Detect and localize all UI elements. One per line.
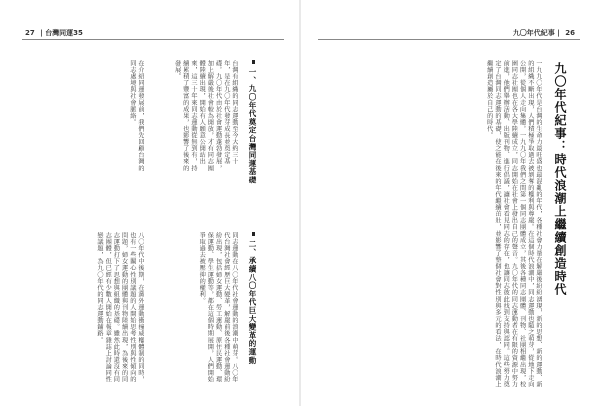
section-body-bottom-2: 八〇年代中後期，在黨外運動衝撞威權體制的同時，也有一些關心性別議題的人開始思考性別與性傾向的問題，婦女運動的團體與刊物陸續出現，為後來的同志運動打下了思想與組織的基礎。雖然此時還沒有同志團體，但已經有少數人開始在報章雜誌上討論同性戀議題，為九〇年代的同志運動鋪路。 — [95, 232, 144, 383]
section-marker-bottom — [252, 232, 255, 236]
right-page — [300, 0, 600, 406]
running-title-marker: | — [557, 29, 560, 37]
section-marker-top — [252, 60, 255, 64]
section-body-bottom: 同志運動在八〇年代社會運動的浪潮中萌芽。八〇年代台灣社會經歷巨大變革，解嚴前後各種社會運動紛紛出現，包括婦女運動、勞工運動、原住民運動、環保運動、學生運動等，都在這個時期展開，人們開始爭取過去被壓抑的權利。 — [198, 232, 238, 383]
book-title-marker: | — [40, 29, 43, 37]
left-page-number: 27 — [25, 29, 35, 37]
left-page-header — [22, 28, 83, 38]
section-heading-bottom: 二、承續八〇年代巨大變革的運動 — [248, 240, 257, 365]
chapter-body: 一九九〇年代是台灣的生命力最旺盛也最混亂的年代，各種社會力量在解嚴後紛紛湧現，新的思想、新的運動、新的組織不斷出現，人們積極爭取過去被剝奪的權利與尊嚴。在這個時代浪潮中，同志運動也隨之萌芽，從地下走向公開，從個人走向集體。一九九〇年我們之間第一個同志團體成立，其後各種同志團體、刊物、社團相繼出現，校園同志社團也在各大學陸續成立，同志開始在社會上發出自己的聲音。九〇年代的同志運動者在有限的資源中努力前進，他們舉辦活動、出版刊物、進行倡議，讓社會看見同志的存在，也讓同志彼此找到支持與認同。這些努力奠定了台灣同志運動的基礎，使之能在後來的年代繼續茁壯，並影響了整個社會對性別與多元的看法，在時代浪潮上繼續創造屬於自己的時代。 — [485, 60, 542, 388]
left-header-rule — [22, 39, 284, 40]
book-title: 台灣同運35 — [45, 29, 83, 37]
chapter-title: 九〇年代紀事：時代浪潮上繼續創造時代 — [553, 62, 567, 296]
section-heading-top: 一、九〇年代奠定台灣同運基礎 — [248, 68, 257, 185]
right-header-rule — [318, 39, 580, 40]
section-body-top-2: 在介紹同運發展前，我們先回顧台灣的同志處境與社會脈絡。 — [128, 60, 144, 172]
right-page-number: 26 — [565, 29, 575, 37]
running-title: 九〇年代紀事 — [512, 29, 555, 37]
right-page-header — [513, 28, 578, 38]
section-body-top: 台灣有組織的同志運動至今大約三十年，是在九〇年代發芽成長並奠定基礎。九〇年代由於社會運動蓬勃發展，加上解嚴後社會較為開放，才有同志團體陸續出現，開始有人願意公開站出來，這三十年來同志運動從無到有，持續累積了豐富的成果，也影響了後來的發展。 — [173, 60, 238, 172]
